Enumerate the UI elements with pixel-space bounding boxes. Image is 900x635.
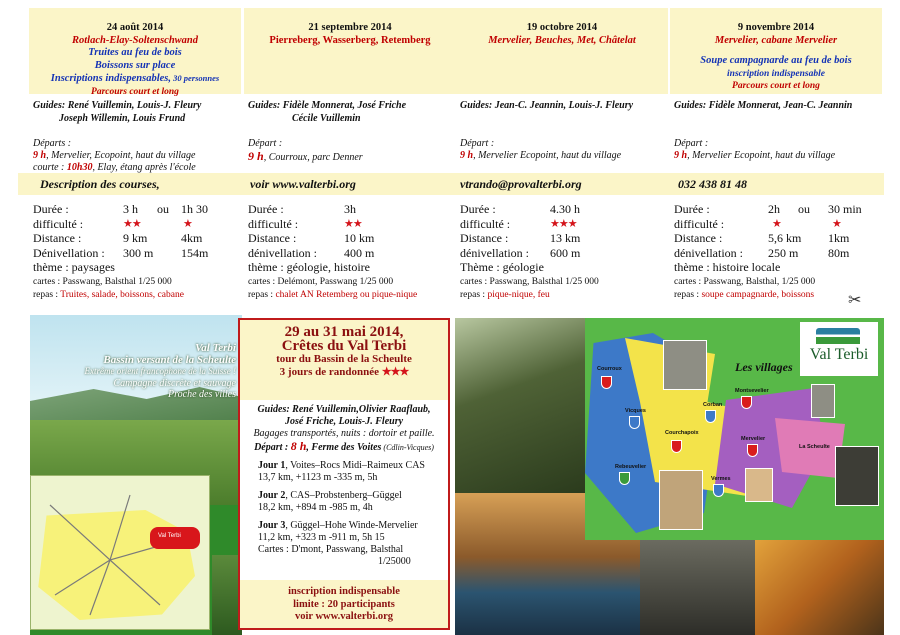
- event-guides: Guides: Jean-C. Jeannin, Louis-J. Fleury: [460, 100, 634, 111]
- event-guides: Guides: Fidèle Monnerat, José Friche Cécile Vuillemin: [248, 100, 407, 124]
- building-photo: [663, 340, 707, 390]
- event-header: [29, 8, 241, 97]
- village-label: Courchapoix: [665, 430, 699, 436]
- village-label: La Scheulte: [799, 444, 830, 450]
- difficulty-stars: ★: [832, 217, 841, 230]
- difficulty-stars: ★: [183, 217, 192, 230]
- event-guides: Guides: Fidèle Monnerat, Jean-C. Jeannin: [674, 100, 853, 111]
- trip-header: 29 au 31 mai 2014, Crêtes du Val Terbi tour du Bassin de la Scheulte 3 jours de randonnée ★★★: [240, 320, 448, 400]
- gorge-photo: [835, 446, 879, 506]
- trip-day-3: Jour 3, Güggel–Hohe Winde-Mervelier 11,2 km, +323 m -911 m, 5h 15 Cartes : D'mont, Passwang, Balsthal 1/25000: [258, 520, 418, 567]
- difficulty-stars: ★★: [123, 217, 141, 230]
- event-place: Mervelier, Beuches, Met, Châtelat: [488, 34, 636, 46]
- region-panel: [30, 315, 242, 635]
- email-link[interactable]: vtrando@provalterbi.org: [460, 177, 582, 191]
- village-label: Vicques: [625, 408, 646, 414]
- coat-of-arms-icon: [629, 416, 640, 429]
- villages-map: [585, 318, 884, 540]
- event-inscription: inscription indispensable: [727, 68, 825, 79]
- village-label: Vermes: [711, 476, 731, 482]
- event-guides: Guides: René Vuillemin, Louis-J. Fleury Joseph Willemin, Louis Frund: [33, 100, 202, 124]
- event-place: Mervelier, cabane Mervelier: [714, 34, 838, 46]
- event-column-2: [244, 8, 456, 163]
- coat-of-arms-icon: [705, 410, 716, 423]
- difficulty-stars: ★★: [344, 217, 362, 230]
- forest-photo: [455, 318, 595, 493]
- coat-of-arms-icon: [671, 440, 682, 453]
- village-label: Corban: [703, 402, 723, 408]
- event-note: Soupe campagnarde au feu de bois: [700, 55, 852, 66]
- coat-of-arms-icon: [619, 472, 630, 485]
- difficulty-stars: ★★★: [550, 217, 577, 230]
- event-header: [670, 8, 882, 94]
- event-date: 19 octobre 2014: [526, 22, 598, 33]
- event-date: 24 août 2014: [106, 22, 164, 33]
- trip-guides: Guides: René Vuillemin,Olivier Raaflaub, José Friche, Louis-J. Fleury: [257, 404, 431, 427]
- difficulty-stars: ★★★: [381, 365, 409, 378]
- logo-mark-icon: [816, 328, 860, 344]
- village-label: Montsevelier: [735, 388, 769, 394]
- coat-of-arms-icon: [601, 376, 612, 389]
- village-label: Rebeuvelier: [615, 464, 647, 470]
- cave-photo: [640, 540, 755, 635]
- val-terbi-map-label: Val Terbi: [150, 527, 200, 549]
- trip-panel: [238, 318, 450, 630]
- event-details-2: Durée : 3h difficulté : ★★ Distance : 10 km dénivellation : 400 m thème : géologie, histoire cartes : Delémont, Passwang 1/25 000 repas : chalet AN Retemberg ou pique-nique: [248, 202, 418, 300]
- chapel-photo: [659, 470, 703, 530]
- contact-band: [18, 173, 884, 195]
- coat-of-arms-icon: [747, 444, 758, 457]
- phone-number: 032 438 81 48: [678, 177, 747, 191]
- event-details-1: Durée : 3 h ou 1h 30 difficulté : ★★ ★ Distance : 9 km 4km Dénivellation : 300 m 154m thème : paysages cartes : Passwang, Balsthal 1/25 000 repas : Truites, salade, boissons, cabane: [33, 202, 209, 300]
- event-header: [244, 8, 456, 94]
- description-label: Description des courses,: [40, 177, 160, 191]
- event-departs: Départ : 9 h, Mervelier Ecopoint, haut du village: [674, 138, 836, 161]
- photo-collage: [455, 318, 884, 635]
- region-title: Val Terbi Bassin versant de la Scheulte Extrême orient francophone de la Suisse ! Campagne discrète et sauvage Proche des villes: [84, 342, 236, 400]
- autumn-path-photo: [755, 540, 884, 635]
- event-inscription: Inscriptions indispensables, 30 personnes: [50, 73, 220, 84]
- trip-website-link[interactable]: voir www.valterbi.org: [294, 611, 394, 622]
- road-network: [30, 485, 210, 625]
- event-header: [456, 8, 668, 94]
- event-departs: Départ : 9 h, Mervelier Ecopoint, haut du village: [460, 138, 622, 161]
- website-link[interactable]: voir www.valterbi.org: [250, 177, 356, 191]
- church-photo: [811, 384, 835, 418]
- coat-of-arms-icon: [713, 484, 724, 497]
- difficulty-stars: ★: [772, 217, 781, 230]
- event-date: 9 novembre 2014: [737, 22, 815, 33]
- trip-day-1: Jour 1, Voites–Rocs Midi–Raimeux CAS 13,7 km, +1123 m -335 m, 5h: [258, 460, 425, 483]
- event-column-3: [456, 8, 668, 161]
- trip-bagages: Bagages transportés, nuits : dortoir et paille.: [253, 428, 435, 439]
- trip-footer: inscription indispensable limite : 20 participants voir www.valterbi.org: [240, 580, 448, 628]
- event-note: Boissons sur place: [94, 59, 176, 71]
- event-column-1: [29, 8, 241, 173]
- event-parcours: Parcours court et long: [91, 86, 179, 97]
- event-departs: Départs : 9 h, Mervelier, Ecopoint, haut du village courte : 10h30, Elay, étang après l'école: [33, 138, 196, 173]
- trip-day-2: Jour 2, CAS–Probstenberg–Güggel 18,2 km, +894 m -985 m, 4h: [258, 490, 402, 513]
- event-details-3: Durée : 4.30 h difficulté : ★★★ Distance : 13 km dénivellation : 600 m Thème : géologie cartes : Passwang, Balsthal 1/25 000 repas : pique-nique, feu: [460, 202, 599, 300]
- event-place: Pierreberg, Wasserberg, Retemberg: [269, 34, 431, 46]
- villages-title: Les villages: [735, 360, 793, 374]
- event-place: Rotlach-Elay-Soltenschwand: [71, 34, 198, 46]
- event-departs: Départ : 9 h, Courroux, parc Denner: [248, 138, 363, 163]
- trip-depart: Départ : 8 h, Ferme des Voites (Cdlin-Vicques): [254, 439, 434, 453]
- event-date: 21 septembre 2014: [308, 22, 392, 33]
- val-terbi-logo: Val Terbi: [800, 322, 878, 376]
- event-column-4: [670, 8, 882, 161]
- event-parcours: Parcours court et long: [732, 81, 820, 91]
- coat-of-arms-icon: [741, 396, 752, 409]
- scissors-icon: ✂: [848, 292, 862, 309]
- event-note: Truites au feu de bois: [88, 47, 182, 58]
- event-details-4: Durée : 2h ou 30 min difficulté : ★ ★ Distance : 5,6 km 1km dénivellation : 250 m 80m thème : histoire locale cartes : Passwang, Balsthal, 1/25 000 repas : soupe campagnarde, boissons: [674, 202, 862, 300]
- fresco-photo: [745, 468, 773, 502]
- village-label: Mervelier: [741, 436, 766, 442]
- village-label: Courroux: [597, 366, 622, 372]
